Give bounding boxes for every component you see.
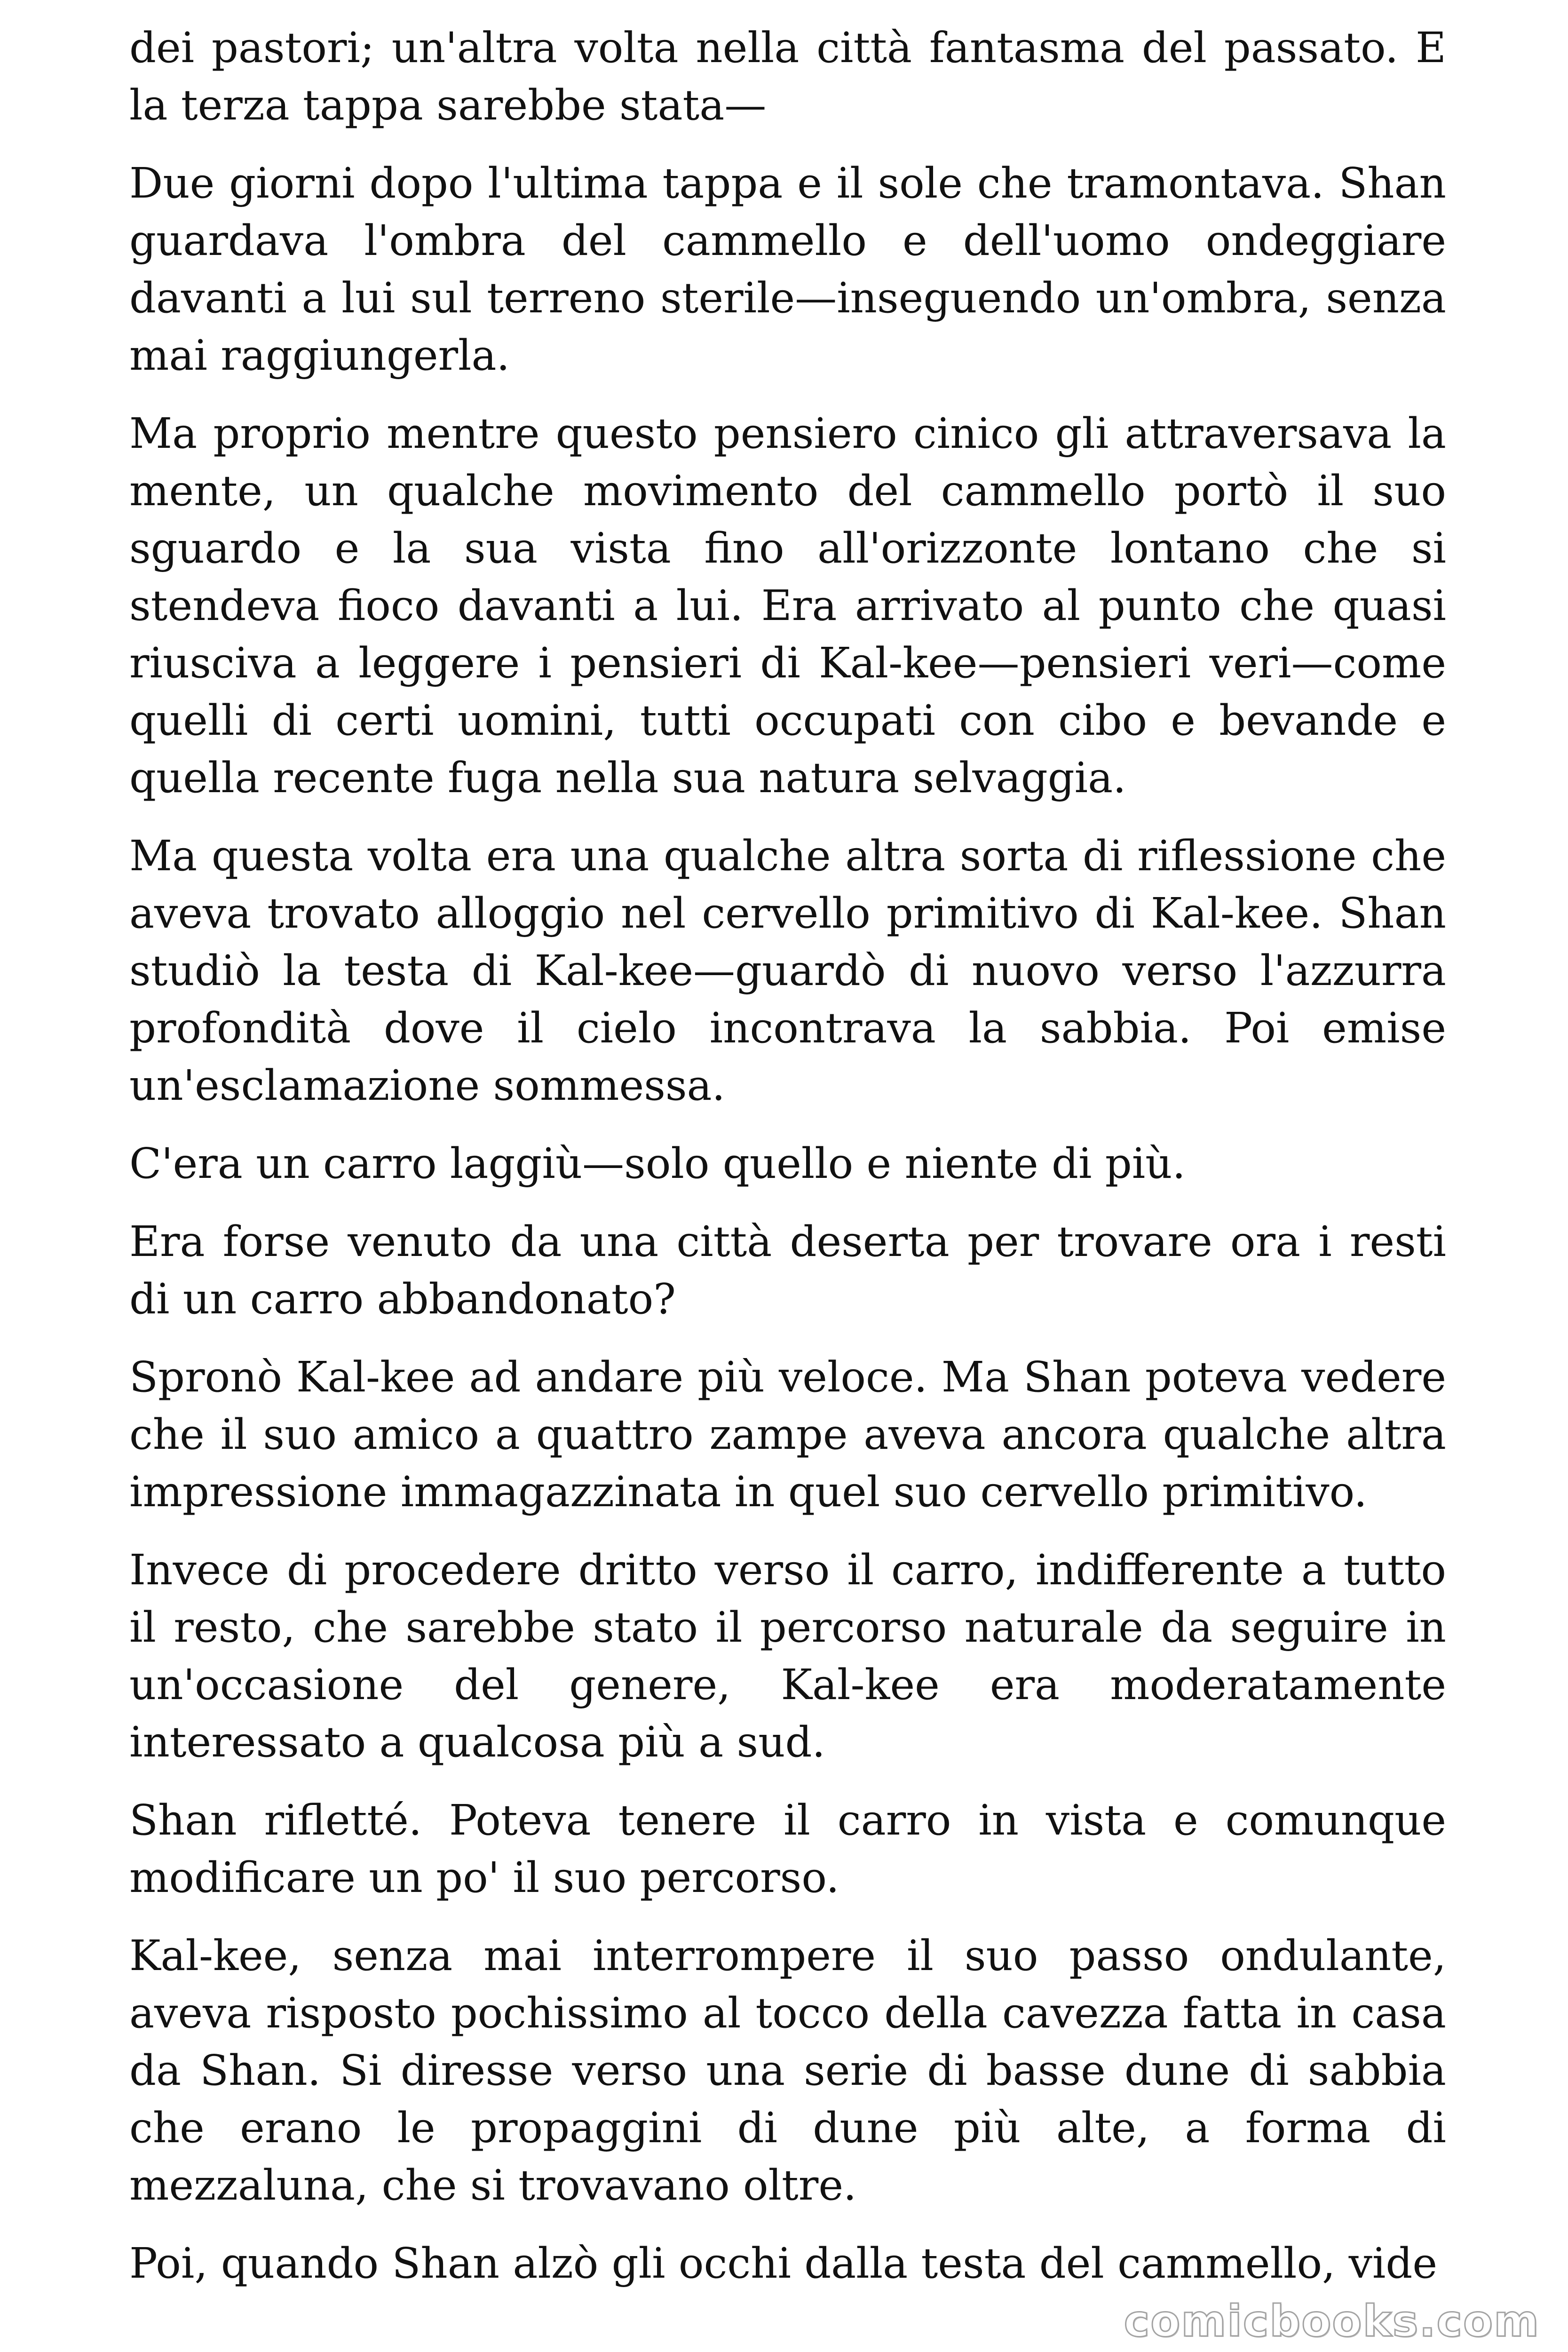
paragraph-1: dei pastori; un'altra volta nella città fantasma del passato. E la terza tappa sarebbe stata— xyxy=(129,23,1446,129)
paragraph-9: Shan rifletté. Poteva tenere il carro in vista e comunque modificare un po' il suo percorso. xyxy=(129,1796,1446,1902)
paragraph-10: Kal-kee, senza mai interrompere il suo passo ondulante, aveva risposto pochissimo al tocco della cavezza fatta in casa da Shan. Si diresse verso una serie di basse dune di sabbia che erano le propaggini di dune più alte, a forma di mezzaluna, che si trovavano oltre. xyxy=(129,1931,1446,2209)
paragraph-5: C'era un carro laggiù—solo quello e niente di più. xyxy=(129,1139,1186,1188)
paragraph-7: Spronò Kal-kee ad andare più veloce. Ma Shan poteva vedere che il suo amico a quattro zampe aveva ancora qualche altra impressione immagazzinata in quel suo cervello primitivo. xyxy=(129,1352,1446,1516)
page-text xyxy=(129,19,1446,2312)
paragraph-3: Ma proprio mentre questo pensiero cinico gli attraversava la mente, un qualche movimento del cammello portò il suo sguardo e la sua vista fino all'orizzonte lontano che si stendeva fioco davanti a lui. Era arrivato al punto che quasi riusciva a leggere i pensieri di Kal-kee—pensieri veri—come quelli di certi uomini, tutti occupati con cibo e bevande e quella recente fuga nella sua natura selvaggia. xyxy=(129,409,1446,802)
paragraph-11: Poi, quando Shan alzò gli occhi dalla testa del cammello, vide xyxy=(129,2239,1437,2288)
paragraph-8: Invece di procedere dritto verso il carro, indifferente a tutto il resto, che sarebbe stato il percorso naturale da seguire in un'occasione del genere, Kal-kee era moderatamente interessato a qualcosa più a sud. xyxy=(129,1545,1446,1766)
watermark-logo: comicbooks.com xyxy=(1124,2296,1540,2346)
paragraph-2: Due giorni dopo l'ultima tappa e il sole che tramontava. Shan guardava l'ombra del cammello e dell'uomo ondeggiare davanti a lui sul terreno sterile—inseguendo un'ombra, senza mai raggiungerla. xyxy=(129,159,1446,380)
paragraph-6: Era forse venuto da una città deserta per trovare ora i resti di un carro abbandonato? xyxy=(129,1217,1446,1323)
paragraph-4: Ma questa volta era una qualche altra sorta di riflessione che aveva trovato alloggio nel cervello primitivo di Kal-kee. Shan studiò la testa di Kal-kee—guardò di nuovo verso l'azzurra profondità dove il cielo incontrava la sabbia. Poi emise un'esclamazione sommessa. xyxy=(129,831,1446,1110)
